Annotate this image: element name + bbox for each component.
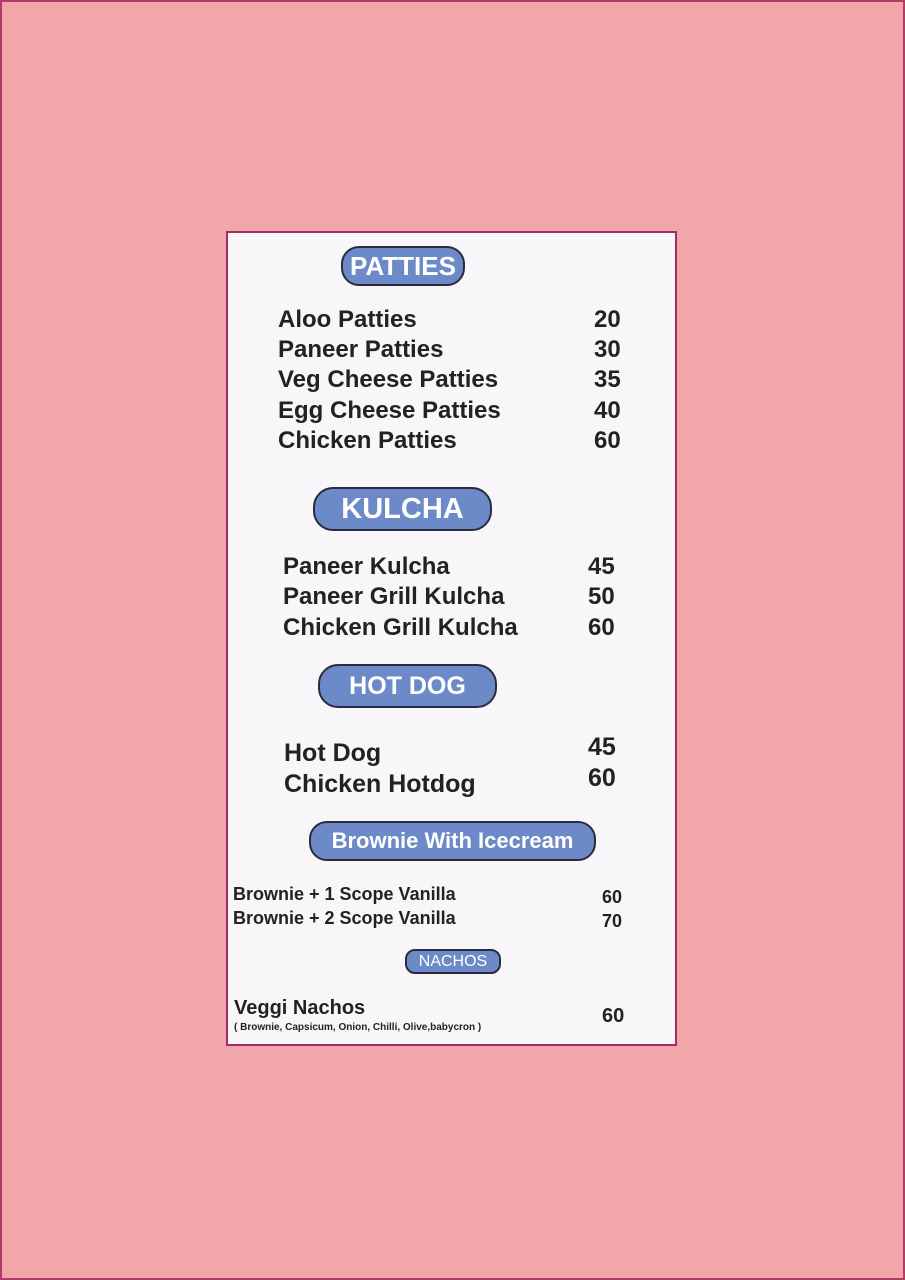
menu-item-description: ( Brownie, Capsicum, Onion, Chilli, Olive,babycron ) <box>234 1022 482 1033</box>
menu-item: Egg Cheese Patties <box>278 397 501 424</box>
menu-item: Paneer Grill Kulcha <box>283 583 505 610</box>
menu-item: Veg Cheese Patties <box>278 366 499 393</box>
menu-item-price: 60 <box>602 1005 625 1027</box>
menu-item: Brownie + 2 Scope Vanilla <box>233 908 456 928</box>
menu-item-price: 35 <box>594 366 621 393</box>
menu-item-price: 50 <box>588 583 615 610</box>
section-title-hot-dog: HOT DOG <box>318 664 497 708</box>
menu-card <box>226 231 677 1046</box>
menu-item-price: 20 <box>594 306 621 333</box>
section-title-patties: PATTIES <box>341 246 465 286</box>
menu-item-price: 45 <box>588 553 615 580</box>
section-title-brownie: Brownie With Icecream <box>309 821 596 861</box>
menu-item-price: 70 <box>602 911 623 931</box>
menu-item-price: 60 <box>602 887 623 907</box>
section-title-nachos: NACHOS <box>405 949 501 974</box>
menu-item: Aloo Patties <box>278 306 417 333</box>
menu-item-price: 40 <box>594 397 621 424</box>
menu-item: Chicken Patties <box>278 427 457 454</box>
menu-item: Paneer Patties <box>278 336 444 363</box>
menu-item-price: 60 <box>594 427 621 454</box>
menu-item: Chicken Grill Kulcha <box>283 614 518 641</box>
section-title-kulcha: KULCHA <box>313 487 492 531</box>
menu-item-price: 60 <box>588 614 615 641</box>
menu-item: Paneer Kulcha <box>283 553 450 580</box>
menu-item: Hot Dog <box>284 739 382 767</box>
menu-item-price: 60 <box>588 764 616 792</box>
menu-item: Veggi Nachos <box>234 997 366 1019</box>
menu-item: Brownie + 1 Scope Vanilla <box>233 884 456 904</box>
menu-item-price: 45 <box>588 733 616 761</box>
menu-item-price: 30 <box>594 336 621 363</box>
menu-item: Chicken Hotdog <box>284 770 476 798</box>
